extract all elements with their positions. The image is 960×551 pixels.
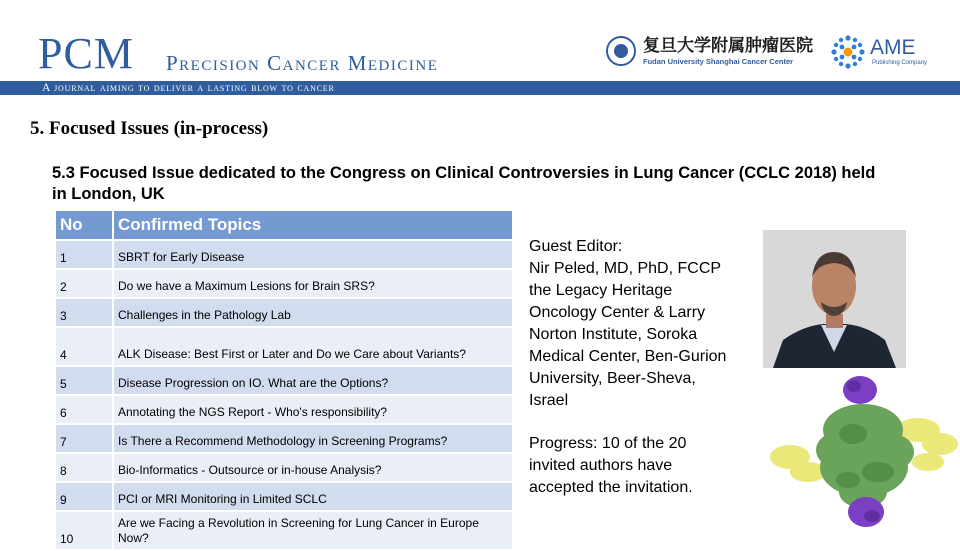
row-number: 4 [56, 327, 113, 366]
fudan-name-chinese: 复旦大学附属肿瘤医院 [643, 36, 813, 55]
row-topic: SBRT for Early Disease [113, 240, 513, 269]
table-row [56, 298, 513, 327]
guest-editor-photo [763, 230, 906, 368]
row-topic: Do we have a Maximum Lesions for Brain SRS? [113, 269, 513, 298]
row-number: 5 [56, 366, 113, 395]
table-row [56, 395, 513, 424]
table-row [56, 511, 513, 550]
table-row [56, 482, 513, 511]
row-number: 3 [56, 298, 113, 327]
journal-name: Precision Cancer Medicine [166, 51, 439, 75]
table-row [56, 453, 513, 482]
tagline-text: A journal aiming to deliver a lasting blow to cancer [42, 82, 335, 94]
row-topic: Disease Progression on IO. What are the Options? [113, 366, 513, 395]
guest-editor-line: Medical Center, Ben-Gurion [529, 348, 727, 365]
table-row [56, 240, 513, 269]
row-topic: Bio-Informatics - Outsource or in-house Analysis? [113, 453, 513, 482]
journal-logo: PCM [38, 29, 134, 78]
row-number: 2 [56, 269, 113, 298]
row-number: 1 [56, 240, 113, 269]
guest-editor-line: Norton Institute, Soroka [529, 326, 698, 343]
row-number: 7 [56, 424, 113, 453]
row-number: 9 [56, 482, 113, 511]
table-header-row [56, 211, 513, 240]
guest-editor-label: Guest Editor: [529, 238, 623, 255]
guest-editor-line: Nir Peled, MD, PhD, FCCP [529, 260, 722, 277]
ame-dots-icon [830, 34, 866, 70]
row-number: 10 [56, 511, 113, 550]
row-number: 8 [56, 453, 113, 482]
table-row [56, 327, 513, 366]
ame-tagline: Publishing Company [872, 60, 928, 66]
tagline-banner [0, 81, 960, 95]
guest-editor-block [529, 236, 769, 412]
row-topic: Annotating the NGS Report - Who's responsibility? [113, 395, 513, 424]
progress-line: Progress: 10 of the 20 [529, 435, 687, 452]
topics-table [56, 211, 514, 551]
ame-logo [830, 34, 940, 72]
ame-name: AME [870, 36, 916, 59]
guest-editor-line: Israel [529, 392, 569, 409]
progress-line: invited authors have [529, 457, 673, 474]
row-topic: ALK Disease: Best First or Later and Do we Care about Variants? [113, 327, 513, 366]
row-topic: Challenges in the Pathology Lab [113, 298, 513, 327]
issue-title: 5.3 Focused Issue dedicated to the Congress on Clinical Controversies in Lung Cancer (CCLC 2018) held in London, UK [52, 164, 876, 203]
guest-editor-line: University, Beer-Sheva, [529, 370, 696, 387]
row-number: 6 [56, 395, 113, 424]
fudan-logo [606, 36, 813, 70]
column-header-no: No [56, 211, 113, 240]
row-topic: Is There a Recommend Methodology in Screening Programs? [113, 424, 513, 453]
guest-editor-line: Oncology Center & Larry [529, 304, 706, 321]
fudan-seal-icon [606, 36, 636, 66]
section-title: 5. Focused Issues (in-process) [30, 118, 269, 139]
progress-line: accepted the invitation. [529, 479, 693, 496]
table-row [56, 424, 513, 453]
protein-structure-image [768, 372, 960, 532]
column-header-topics: Confirmed Topics [113, 211, 513, 240]
guest-editor-line: the Legacy Heritage [529, 282, 673, 299]
row-topic: Are we Facing a Revolution in Screening for Lung Cancer in Europe Now? [113, 511, 513, 550]
table-row [56, 366, 513, 395]
row-topic: PCI or MRI Monitoring in Limited SCLC [113, 482, 513, 511]
fudan-name-english: Fudan University Shanghai Cancer Center [643, 57, 794, 66]
table-row [56, 269, 513, 298]
progress-block [529, 433, 759, 499]
